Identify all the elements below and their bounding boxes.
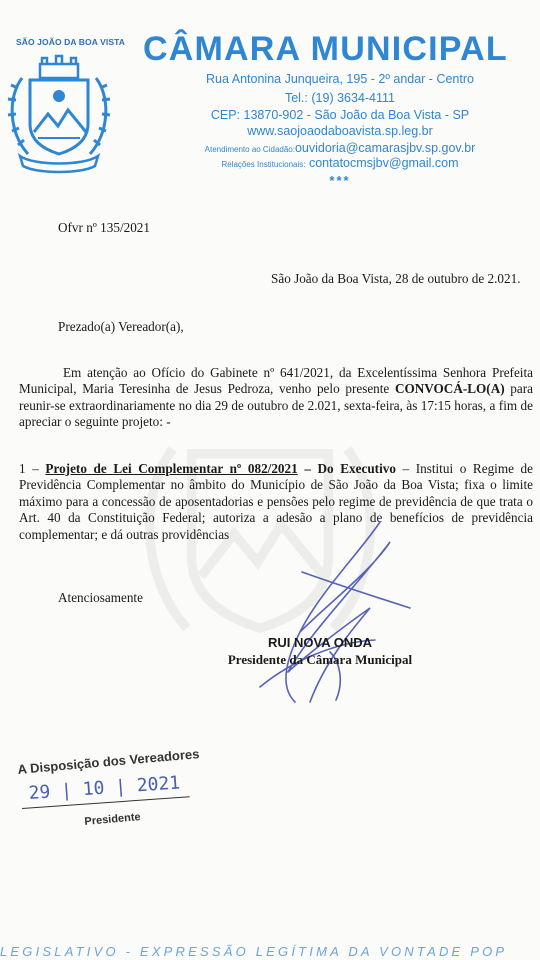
signer-role: Presidente da Câmara Municipal [227,652,413,667]
para-bold: CONVOCÁ-LO(A) [394,381,505,397]
signer-name: RUI NOVA ONDA [268,635,372,650]
ouvidoria-label: Atendimento ao Cidadão: [204,145,295,154]
item-title: Projeto de Lei Complementar nº 082/2021 [45,461,298,476]
stars-ornament: *** [329,173,351,188]
convocation-paragraph [19,365,533,431]
relacoes-label: Relações Institucionais: [221,160,306,169]
address-line: Rua Antonina Junqueira, 195 - 2º andar - Centro [206,72,474,86]
website-link[interactable]: www.saojoaodaboavista.sp.leg.br [247,124,433,138]
crest-city-name: SÃO JOÃO DA BOA VISTA [16,37,125,47]
institution-title: CÂMARA MUNICIPAL [143,30,508,68]
stamp-date: 29 | 10 | 2021 [28,772,181,804]
phone-line: Tel.: (19) 3634-4111 [284,91,396,105]
cep-line: CEP: 13870-902 - São João da Boa Vista - SP [210,108,470,122]
stamp-title: A Disposição dos Vereadores [17,746,200,777]
para-start: Em atenção ao Ofício do Gabinete nº 641/2021, da Excelentíssima Senhora Prefeita Municipal, Maria Teresinha de Jesus Pedroza, venho pelo presente [19,365,533,397]
item-number: 1 – [19,461,46,476]
greeting: Prezado(a) Vereador(a), [58,319,184,334]
date-line: São João da Boa Vista, 28 de outubro de 2.021. [271,271,521,286]
item-author: – Do Executivo [297,461,396,476]
relacoes-line [150,156,530,170]
ouvidoria-email-link[interactable]: ouvidoria@camarasjbv.sp.gov.br [294,141,476,155]
document-reference: Ofvr nº 135/2021 [58,220,150,235]
footer-motto: LEGISLATIVO - EXPRESSÃO LEGÍTIMA DA VONTADE POP [0,944,508,959]
item-text: – Institui o Regime de Previdência Complementar no âmbito do Município de São João da Boa Vista; fixa o limite máximo para a concessão de aposentadorias e pensões pelo regime de previdência de que trata o Art. 40 da Constituição Federal; autoriza a adesão a plano de benefícios de previdência complementar; e dá outras providências [19,461,533,542]
relacoes-email-link[interactable]: contatocmsjbv@gmail.com [308,156,459,170]
coat-of-arms-logo [4,36,114,176]
para-end: para reunir-se extraordinariamente no dia 29 de outubro de 2.021, sexta-feira, às 17:15 horas, a fim de apreciar o seguinte projeto: - [19,381,533,430]
closing: Atenciosamente [58,590,143,605]
ouvidoria-line [150,141,530,155]
handwritten-signature [240,512,430,712]
stamp-role: Presidente [84,811,142,828]
